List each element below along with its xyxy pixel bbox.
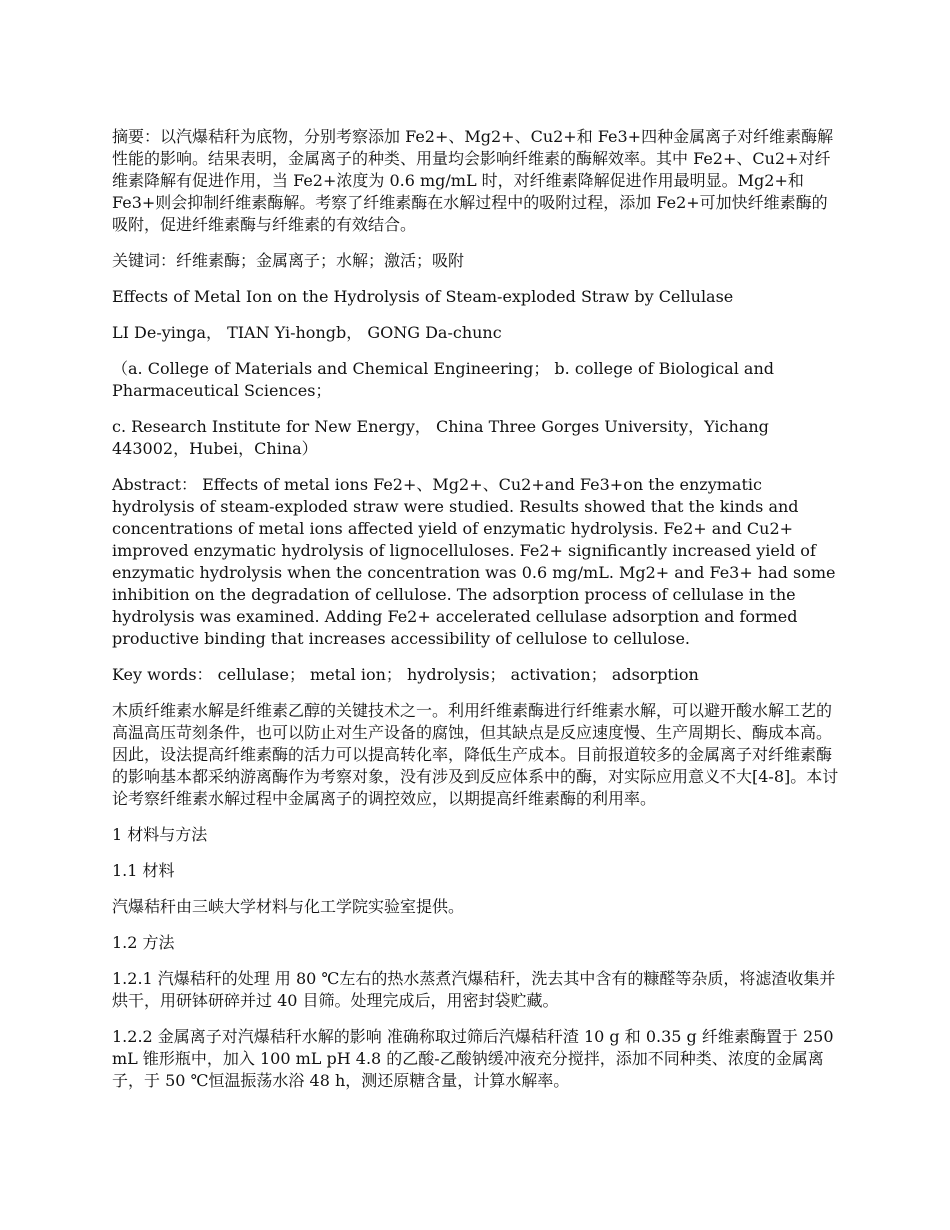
introduction-paragraph: 木质纤维素水解是纤维素乙醇的关键技术之一。利用纤维素酶进行纤维素水解，可以避开酸水解工艺的高温高压苛刻条件，也可以防止对生产设备的腐蚀，但其缺点是反应速度慢、生产周期长、酶成本高。因此，设法提高纤维素酶的活力可以提高转化率，降低生产成本。目前报道较多的金属离子对纤维素酶的影响基本都采纳游离酶作为考察对象，没有涉及到反应体系中的酶，对实际应用意义不大[4-8]。本讨论考察纤维素水解过程中金属离子的调控效应，以期提高纤维素酶的利用率。: [112, 701, 839, 808]
section-heading-1-1: 1.1 材料: [112, 861, 175, 880]
method-paragraph-2: 1.2.2 金属离子对汽爆秸秆水解的影响 准确称取过筛后汽爆秸秆渣 10 g 和 0.35 g 纤维素酶置于 250 mL 锥形瓶中，加入 100 mL pH 4.8 的乙酸-乙酸钠缓冲液充分搅拌，添加不同种类、浓度的金属离子，于 50 ℃恒温振荡水浴 48 h，测还原糖含量，计算水解率。: [112, 1027, 834, 1090]
affiliation-line-1: （a. College of Materials and Chemical Engineering； b. college of Biological and Pharmaceutical Sciences；: [112, 359, 774, 400]
abstract-english: Abstract： Effects of metal ions Fe2+、Mg2+、Cu2+and Fe3+on the enzymatic hydrolysis of steam-exploded straw were studied. Results showed that the kinds and concentrations of metal ions affected yield of enzymatic hydrolysis. Fe2+ and Cu2+ improved enzymatic hydrolysis of lignocelluloses. Fe2+ significantly increased yield of enzymatic hydrolysis when the concentration was 0.6 mg/mL. Mg2+ and Fe3+ had some inhibition on the degradation of cellulose. The adsorption process of cellulase in the hydrolysis was examined. Adding Fe2+ accelerated cellulase adsorption and formed productive binding that increases accessibility of cellulose to cellulose.: [112, 475, 836, 648]
section-heading-1-2: 1.2 方法: [112, 933, 175, 952]
materials-paragraph: 汽爆秸秆由三峡大学材料与化工学院实验室提供。: [112, 897, 465, 916]
authors-english: LI De-yinga， TIAN Yi-hongb， GONG Da-chunc: [112, 323, 502, 342]
keywords-english: Key words： cellulase； metal ion； hydrolysis； activation； adsorption: [112, 665, 699, 684]
abstract-chinese: 摘要：以汽爆秸秆为底物，分别考察添加 Fe2+、Mg2+、Cu2+和 Fe3+四种金属离子对纤维素酶解性能的影响。结果表明，金属离子的种类、用量均会影响纤维素的酶解效率。其中 Fe2+、Cu2+对纤维素降解有促进作用，当 Fe2+浓度为 0.6 mg/mL 时，对纤维素降解促进作用最明显。Mg2+和 Fe3+则会抑制纤维素酶解。考察了纤维素酶在水解过程中的吸附过程，添加 Fe2+可加快纤维素酶的吸附，促进纤维素酶与纤维素的有效结合。: [112, 127, 834, 234]
keywords-chinese: 关键词：纤维素酶；金属离子；水解；激活；吸附: [112, 251, 465, 270]
section-heading-1: 1 材料与方法: [112, 825, 208, 844]
method-paragraph-1: 1.2.1 汽爆秸秆的处理 用 80 ℃左右的热水蒸煮汽爆秸秆，洗去其中含有的糠醛等杂质，将滤渣收集并烘干，用研钵研碎并过 40 目筛。处理完成后，用密封袋贮藏。: [112, 969, 836, 1010]
title-english: Effects of Metal Ion on the Hydrolysis of Steam-exploded Straw by Cellulase: [112, 287, 734, 306]
document-page: [112, 126, 840, 1106]
affiliation-line-2: c. Research Institute for New Energy， China Three Gorges University，Yichang 443002，Hubei，China）: [112, 417, 769, 458]
